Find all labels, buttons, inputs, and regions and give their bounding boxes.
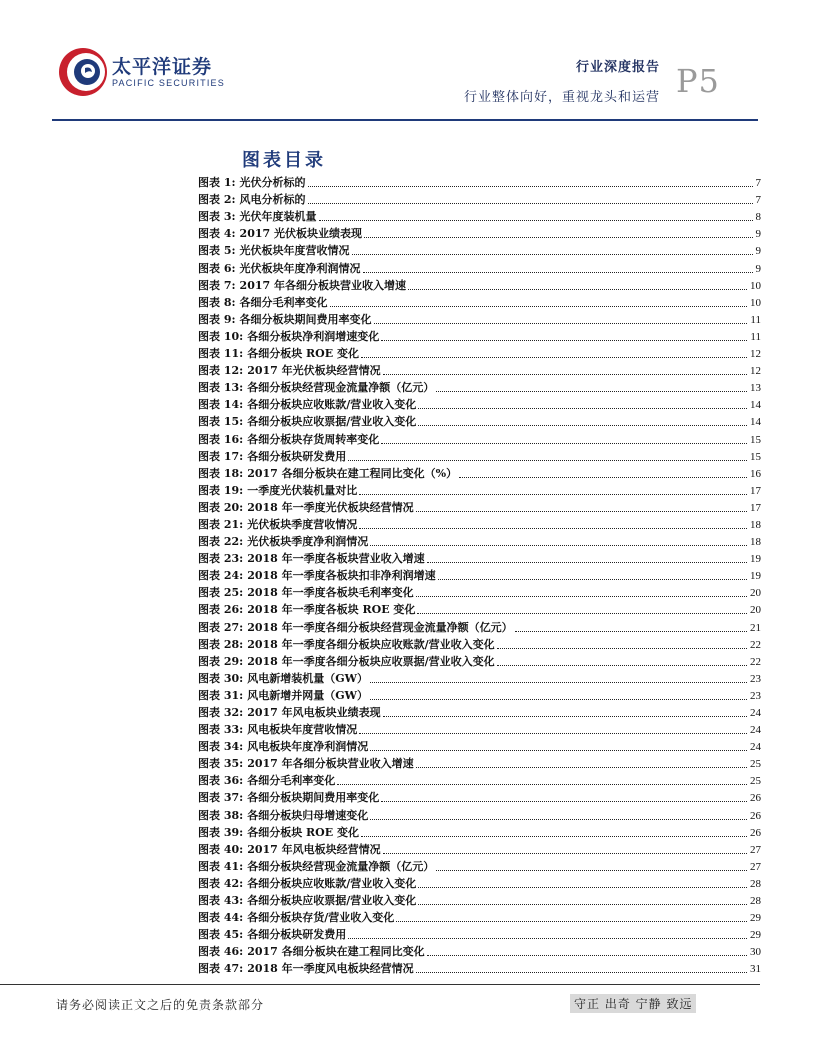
toc-entry-number: 图表 31:	[198, 688, 244, 702]
toc-entry-title: 2018 年一季度各板块扣非净利润增速	[247, 569, 436, 583]
toc-entry-number: 图表 2:	[198, 193, 236, 207]
toc-entry[interactable]	[198, 925, 761, 942]
toc-entry-title: 风电板块年度净利润情况	[247, 740, 369, 754]
footer-motto: 守正 出奇 宁静 致远	[570, 994, 696, 1013]
toc-entry-number: 图表 44:	[198, 911, 244, 925]
toc-dot-leader	[361, 357, 747, 358]
toc-entry-page: 26	[750, 792, 761, 805]
toc-entry[interactable]	[198, 720, 761, 737]
toc-entry-number: 图表 34:	[198, 740, 244, 754]
toc-entry[interactable]	[198, 874, 761, 891]
toc-entry-number: 图表 29:	[198, 654, 244, 668]
toc-entry-page: 9	[755, 228, 761, 241]
toc-entry-page: 25	[750, 775, 761, 788]
toc-dot-leader	[308, 186, 753, 187]
toc-entry[interactable]	[198, 959, 761, 976]
toc-entry-page: 8	[755, 211, 761, 224]
toc-entry-title: 各细分板块期间费用率变化	[247, 791, 380, 805]
logo-english-name: PACIFIC SECURITIES	[112, 78, 225, 88]
toc-entry-page: 26	[750, 809, 761, 822]
toc-entry-number: 图表 27:	[198, 620, 244, 634]
toc-dot-leader	[396, 921, 747, 922]
toc-entry-title: 各细分板块经营现金流量净额（亿元）	[247, 859, 435, 873]
toc-entry[interactable]	[198, 293, 761, 310]
toc-dot-leader	[417, 613, 747, 614]
toc-entry-number: 图表 43:	[198, 894, 244, 908]
toc-entry-page: 22	[750, 638, 761, 651]
toc-entry-title: 风电新增并网量（GW）	[247, 688, 368, 702]
toc-entry-number: 图表 35:	[198, 757, 244, 771]
toc-entry-title: 各细分板块应收账款/营业收入变化	[247, 876, 417, 890]
toc-dot-leader	[416, 596, 747, 597]
toc-entry-page: 27	[750, 843, 761, 856]
header-divider	[52, 119, 758, 121]
toc-entry[interactable]	[198, 840, 761, 857]
toc-entry[interactable]	[198, 942, 761, 959]
toc-entry[interactable]	[198, 617, 761, 634]
toc-entry-number: 图表 1:	[198, 176, 236, 190]
toc-dot-leader	[436, 870, 747, 871]
toc-entry-page: 24	[750, 724, 761, 737]
toc-entry[interactable]	[198, 258, 761, 275]
toc-entry-title: 2017 年风电板块经营情况	[247, 842, 381, 856]
toc-entry[interactable]	[198, 361, 761, 378]
toc-entry[interactable]	[198, 549, 761, 566]
toc-entry-page: 15	[750, 433, 761, 446]
toc-entry-title: 2017 各细分板块在建工程同比变化（%）	[247, 466, 458, 480]
toc-dot-leader	[416, 767, 747, 768]
toc-entry-page: 13	[750, 382, 761, 395]
toc-entry[interactable]	[198, 276, 761, 293]
toc-entry-number: 图表 40:	[198, 842, 244, 856]
report-subtitle: 行业整体向好，重视龙头和运营	[463, 90, 660, 105]
pacific-securities-logo-icon	[56, 44, 112, 100]
toc-entry-page: 14	[750, 416, 761, 429]
toc-entry-page: 25	[750, 758, 761, 771]
toc-entry-title: 各细分板块净利润增速变化	[247, 329, 380, 343]
toc-entry-number: 图表 37:	[198, 791, 244, 805]
toc-dot-leader	[337, 784, 747, 785]
toc-dot-leader	[436, 391, 747, 392]
toc-entry[interactable]	[198, 395, 761, 412]
toc-dot-leader	[427, 562, 747, 563]
toc-entry-title: 2018 年一季度各细分板块经营现金流量净额（亿元）	[247, 620, 513, 634]
toc-entry-title: 2018 年一季度光伏板块经营情况	[247, 500, 414, 514]
toc-dot-leader	[418, 408, 747, 409]
toc-entry-title: 各细分毛利率变化	[239, 295, 328, 309]
toc-dot-leader	[348, 938, 747, 939]
toc-dot-leader	[383, 374, 747, 375]
logo-chinese-name: 太平洋证券	[112, 56, 213, 78]
toc-dot-leader	[427, 955, 747, 956]
toc-entry-page: 29	[750, 912, 761, 925]
toc-dot-leader	[418, 904, 747, 905]
toc-entry[interactable]	[198, 566, 761, 583]
figure-table-of-contents	[198, 173, 761, 976]
toc-entry-page: 24	[750, 741, 761, 754]
toc-entry[interactable]	[198, 224, 761, 241]
toc-title: 图表目录	[242, 150, 326, 171]
toc-entry-title: 2017 各细分板块在建工程同比变化	[247, 945, 425, 959]
toc-entry-page: 28	[750, 877, 761, 890]
toc-dot-leader	[418, 887, 747, 888]
toc-entry[interactable]	[198, 481, 761, 498]
toc-entry[interactable]	[198, 703, 761, 720]
toc-entry-number: 图表 38:	[198, 808, 244, 822]
toc-entry[interactable]	[198, 669, 761, 686]
toc-dot-leader	[438, 579, 747, 580]
toc-entry-number: 图表 36:	[198, 774, 244, 788]
toc-entry-number: 图表 33:	[198, 723, 244, 737]
toc-entry-title: 风电新增装机量（GW）	[247, 671, 368, 685]
toc-entry-page: 11	[750, 330, 761, 343]
toc-entry-page: 15	[750, 450, 761, 463]
toc-dot-leader	[370, 682, 747, 683]
toc-entry[interactable]	[198, 173, 761, 190]
toc-entry-title: 各细分板块研发费用	[247, 928, 347, 942]
toc-dot-leader	[408, 289, 747, 290]
toc-entry-number: 图表 19:	[198, 483, 244, 497]
toc-dot-leader	[308, 203, 753, 204]
toc-dot-leader	[497, 648, 747, 649]
toc-entry[interactable]	[198, 447, 761, 464]
report-type-label: 行业深度报告	[575, 60, 660, 75]
toc-entry-title: 光伏年度装机量	[239, 210, 317, 224]
toc-entry-page: 18	[750, 518, 761, 531]
toc-entry-page: 14	[750, 399, 761, 412]
toc-entry[interactable]	[198, 805, 761, 822]
toc-entry-page: 20	[750, 587, 761, 600]
toc-entry[interactable]	[198, 464, 761, 481]
toc-entry-number: 图表 9:	[198, 312, 236, 326]
toc-entry-page: 12	[750, 348, 761, 361]
toc-dot-leader	[418, 425, 747, 426]
toc-entry[interactable]	[198, 207, 761, 224]
toc-entry[interactable]	[198, 788, 761, 805]
toc-entry[interactable]	[198, 344, 761, 361]
toc-dot-leader	[383, 853, 747, 854]
toc-entry-title: 各细分板块研发费用	[247, 449, 347, 463]
toc-entry-page: 17	[750, 484, 761, 497]
toc-entry-page: 20	[750, 604, 761, 617]
toc-dot-leader	[319, 220, 753, 221]
toc-entry-page: 19	[750, 553, 761, 566]
toc-entry-title: 各细分板块 ROE 变化	[247, 825, 359, 839]
toc-entry-title: 风电板块年度营收情况	[247, 723, 358, 737]
toc-entry-title: 2017 光伏板块业绩表现	[239, 227, 362, 241]
toc-entry-title: 各细分板块期间费用率变化	[239, 312, 372, 326]
toc-entry-title: 各细分板块应收票据/营业收入变化	[247, 415, 417, 429]
toc-entry-page: 9	[755, 245, 761, 258]
toc-entry-title: 光伏板块年度净利润情况	[239, 261, 361, 275]
toc-entry[interactable]	[198, 241, 761, 258]
toc-entry-title: 2018 年一季度各板块毛利率变化	[247, 586, 414, 600]
toc-dot-leader	[359, 494, 747, 495]
toc-entry-page: 28	[750, 895, 761, 908]
toc-dot-leader	[370, 750, 747, 751]
toc-entry-title: 2018 年一季度风电板块经营情况	[247, 962, 414, 976]
toc-entry-number: 图表 3:	[198, 210, 236, 224]
toc-entry-number: 图表 5:	[198, 244, 236, 258]
toc-dot-leader	[416, 511, 747, 512]
toc-entry-title: 各细分板块存货/营业收入变化	[247, 911, 395, 925]
toc-entry-page: 24	[750, 707, 761, 719]
toc-entry-page: 10	[750, 296, 761, 309]
toc-entry-page: 17	[750, 501, 761, 514]
toc-entry-page: 26	[750, 826, 761, 839]
toc-entry-page: 11	[750, 313, 761, 326]
toc-entry-title: 2018 年一季度各细分板块应收账款/营业收入变化	[247, 637, 495, 651]
toc-entry-page: 29	[750, 929, 761, 942]
toc-entry-page: 21	[750, 621, 761, 634]
toc-entry-title: 光伏分析标的	[239, 176, 306, 190]
toc-entry-number: 图表 41:	[198, 859, 244, 873]
toc-entry-number: 图表 7:	[198, 278, 236, 292]
toc-entry[interactable]	[198, 857, 761, 874]
toc-entry-page: 16	[750, 467, 761, 480]
toc-entry-number: 图表 46:	[198, 945, 244, 959]
toc-dot-leader	[381, 801, 747, 802]
toc-entry-number: 图表 30:	[198, 671, 244, 685]
toc-entry-page: 23	[750, 672, 761, 685]
toc-entry-number: 图表 21:	[198, 517, 244, 531]
footer-divider	[0, 984, 760, 985]
toc-entry-page: 10	[750, 279, 761, 292]
toc-entry[interactable]	[198, 652, 761, 669]
toc-entry[interactable]	[198, 737, 761, 754]
toc-entry-title: 一季度光伏装机量对比	[247, 483, 358, 497]
toc-entry-number: 图表 39:	[198, 825, 244, 839]
toc-entry-title: 2018 年一季度各板块 ROE 变化	[247, 603, 416, 617]
toc-entry-title: 各细分板块 ROE 变化	[247, 347, 359, 361]
toc-dot-leader	[416, 972, 747, 973]
toc-entry[interactable]	[198, 515, 761, 532]
toc-entry-number: 图表 8:	[198, 295, 236, 309]
toc-dot-leader	[370, 819, 747, 820]
toc-entry-page: 12	[750, 365, 761, 378]
toc-entry[interactable]	[198, 378, 761, 395]
toc-entry-title: 光伏板块季度净利润情况	[247, 535, 369, 549]
page-number: P5	[676, 62, 720, 100]
toc-entry-number: 图表 4:	[198, 227, 236, 241]
toc-dot-leader	[459, 477, 747, 478]
toc-dot-leader	[383, 716, 747, 717]
toc-entry[interactable]	[198, 429, 761, 446]
toc-entry-page: 7	[755, 177, 761, 190]
toc-entry[interactable]	[198, 686, 761, 703]
toc-entry[interactable]	[198, 190, 761, 207]
toc-entry-number: 图表 12:	[198, 364, 244, 378]
toc-entry[interactable]	[198, 771, 761, 788]
toc-entry[interactable]	[198, 754, 761, 771]
toc-dot-leader	[497, 665, 747, 666]
toc-entry-page: 18	[750, 536, 761, 549]
toc-entry[interactable]	[198, 823, 761, 840]
toc-entry-number: 图表 16:	[198, 432, 244, 446]
toc-entry-number: 图表 11:	[198, 347, 244, 361]
toc-entry-number: 图表 20:	[198, 500, 244, 514]
toc-entry-number: 图表 26:	[198, 603, 244, 617]
toc-entry-title: 光伏板块年度营收情况	[239, 244, 350, 258]
toc-entry-number: 图表 13:	[198, 381, 244, 395]
toc-entry-number: 图表 18:	[198, 466, 244, 480]
toc-entry-title: 2017 年各细分板块营业收入增速	[247, 757, 414, 771]
toc-entry[interactable]	[198, 498, 761, 515]
toc-entry-number: 图表 25:	[198, 586, 244, 600]
toc-entry-number: 图表 23:	[198, 552, 244, 566]
toc-entry[interactable]	[198, 327, 761, 344]
toc-entry-number: 图表 42:	[198, 876, 244, 890]
company-logo	[56, 44, 226, 100]
toc-entry-number: 图表 14:	[198, 398, 244, 412]
toc-dot-leader	[374, 323, 748, 324]
toc-entry[interactable]	[198, 310, 761, 327]
toc-dot-leader	[381, 340, 747, 341]
page-header	[0, 0, 816, 122]
toc-dot-leader	[515, 631, 747, 632]
toc-entry-title: 各细分板块存货周转率变化	[247, 432, 380, 446]
toc-entry-title: 各细分板块经营现金流量净额（亿元）	[247, 381, 435, 395]
toc-entry-title: 2018 年一季度各细分板块应收票据/营业收入变化	[247, 654, 495, 668]
toc-entry-title: 各细分板块应收票据/营业收入变化	[247, 894, 417, 908]
toc-entry[interactable]	[198, 908, 761, 925]
toc-entry-page: 7	[755, 194, 761, 207]
toc-entry-number: 图表 24:	[198, 569, 244, 583]
toc-entry[interactable]	[198, 600, 761, 617]
toc-entry-title: 2017 年各细分板块营业收入增速	[239, 278, 406, 292]
toc-entry-number: 图表 45:	[198, 928, 244, 942]
toc-dot-leader	[348, 460, 747, 461]
footer-disclaimer: 请务必阅读正文之后的免责条款部分	[56, 998, 265, 1012]
toc-entry-title: 2018 年一季度各板块营业收入增速	[247, 552, 425, 566]
toc-entry-title: 2017 年风电板块业绩表现	[247, 706, 381, 719]
toc-entry-number: 图表 15:	[198, 415, 244, 429]
toc-entry-page: 27	[750, 860, 761, 873]
toc-entry-page: 9	[755, 262, 761, 275]
toc-dot-leader	[361, 836, 747, 837]
toc-entry[interactable]	[198, 532, 761, 549]
toc-dot-leader	[364, 237, 753, 238]
toc-dot-leader	[381, 443, 747, 444]
toc-entry-page: 30	[750, 946, 761, 959]
toc-entry-number: 图表 28:	[198, 637, 244, 651]
toc-entry[interactable]	[198, 891, 761, 908]
toc-entry-number: 图表 47:	[198, 962, 244, 976]
toc-dot-leader	[359, 528, 747, 529]
toc-entry-page: 31	[750, 963, 761, 976]
toc-entry[interactable]	[198, 635, 761, 652]
toc-entry[interactable]	[198, 583, 761, 600]
toc-dot-leader	[370, 699, 747, 700]
toc-entry-page: 22	[750, 655, 761, 668]
toc-entry-number: 图表 22:	[198, 535, 244, 549]
toc-dot-leader	[352, 254, 753, 255]
toc-entry-page: 23	[750, 689, 761, 702]
toc-entry-number: 图表 10:	[198, 329, 244, 343]
toc-dot-leader	[359, 733, 747, 734]
toc-entry-title: 各细分板块归母增速变化	[247, 808, 369, 822]
toc-entry-number: 图表 6:	[198, 261, 236, 275]
toc-dot-leader	[330, 306, 747, 307]
toc-entry-page: 19	[750, 570, 761, 583]
toc-entry-title: 各细分板块应收账款/营业收入变化	[247, 398, 417, 412]
toc-entry-title: 各细分毛利率变化	[247, 774, 336, 788]
toc-entry-number: 图表 17:	[198, 449, 244, 463]
toc-entry[interactable]	[198, 412, 761, 429]
toc-entry-title: 风电分析标的	[239, 193, 306, 207]
toc-dot-leader	[370, 545, 747, 546]
toc-entry-title: 2017 年光伏板块经营情况	[247, 364, 381, 378]
toc-entry-number: 图表 32:	[198, 706, 244, 719]
toc-dot-leader	[363, 272, 753, 273]
toc-entry-title: 光伏板块季度营收情况	[247, 517, 358, 531]
